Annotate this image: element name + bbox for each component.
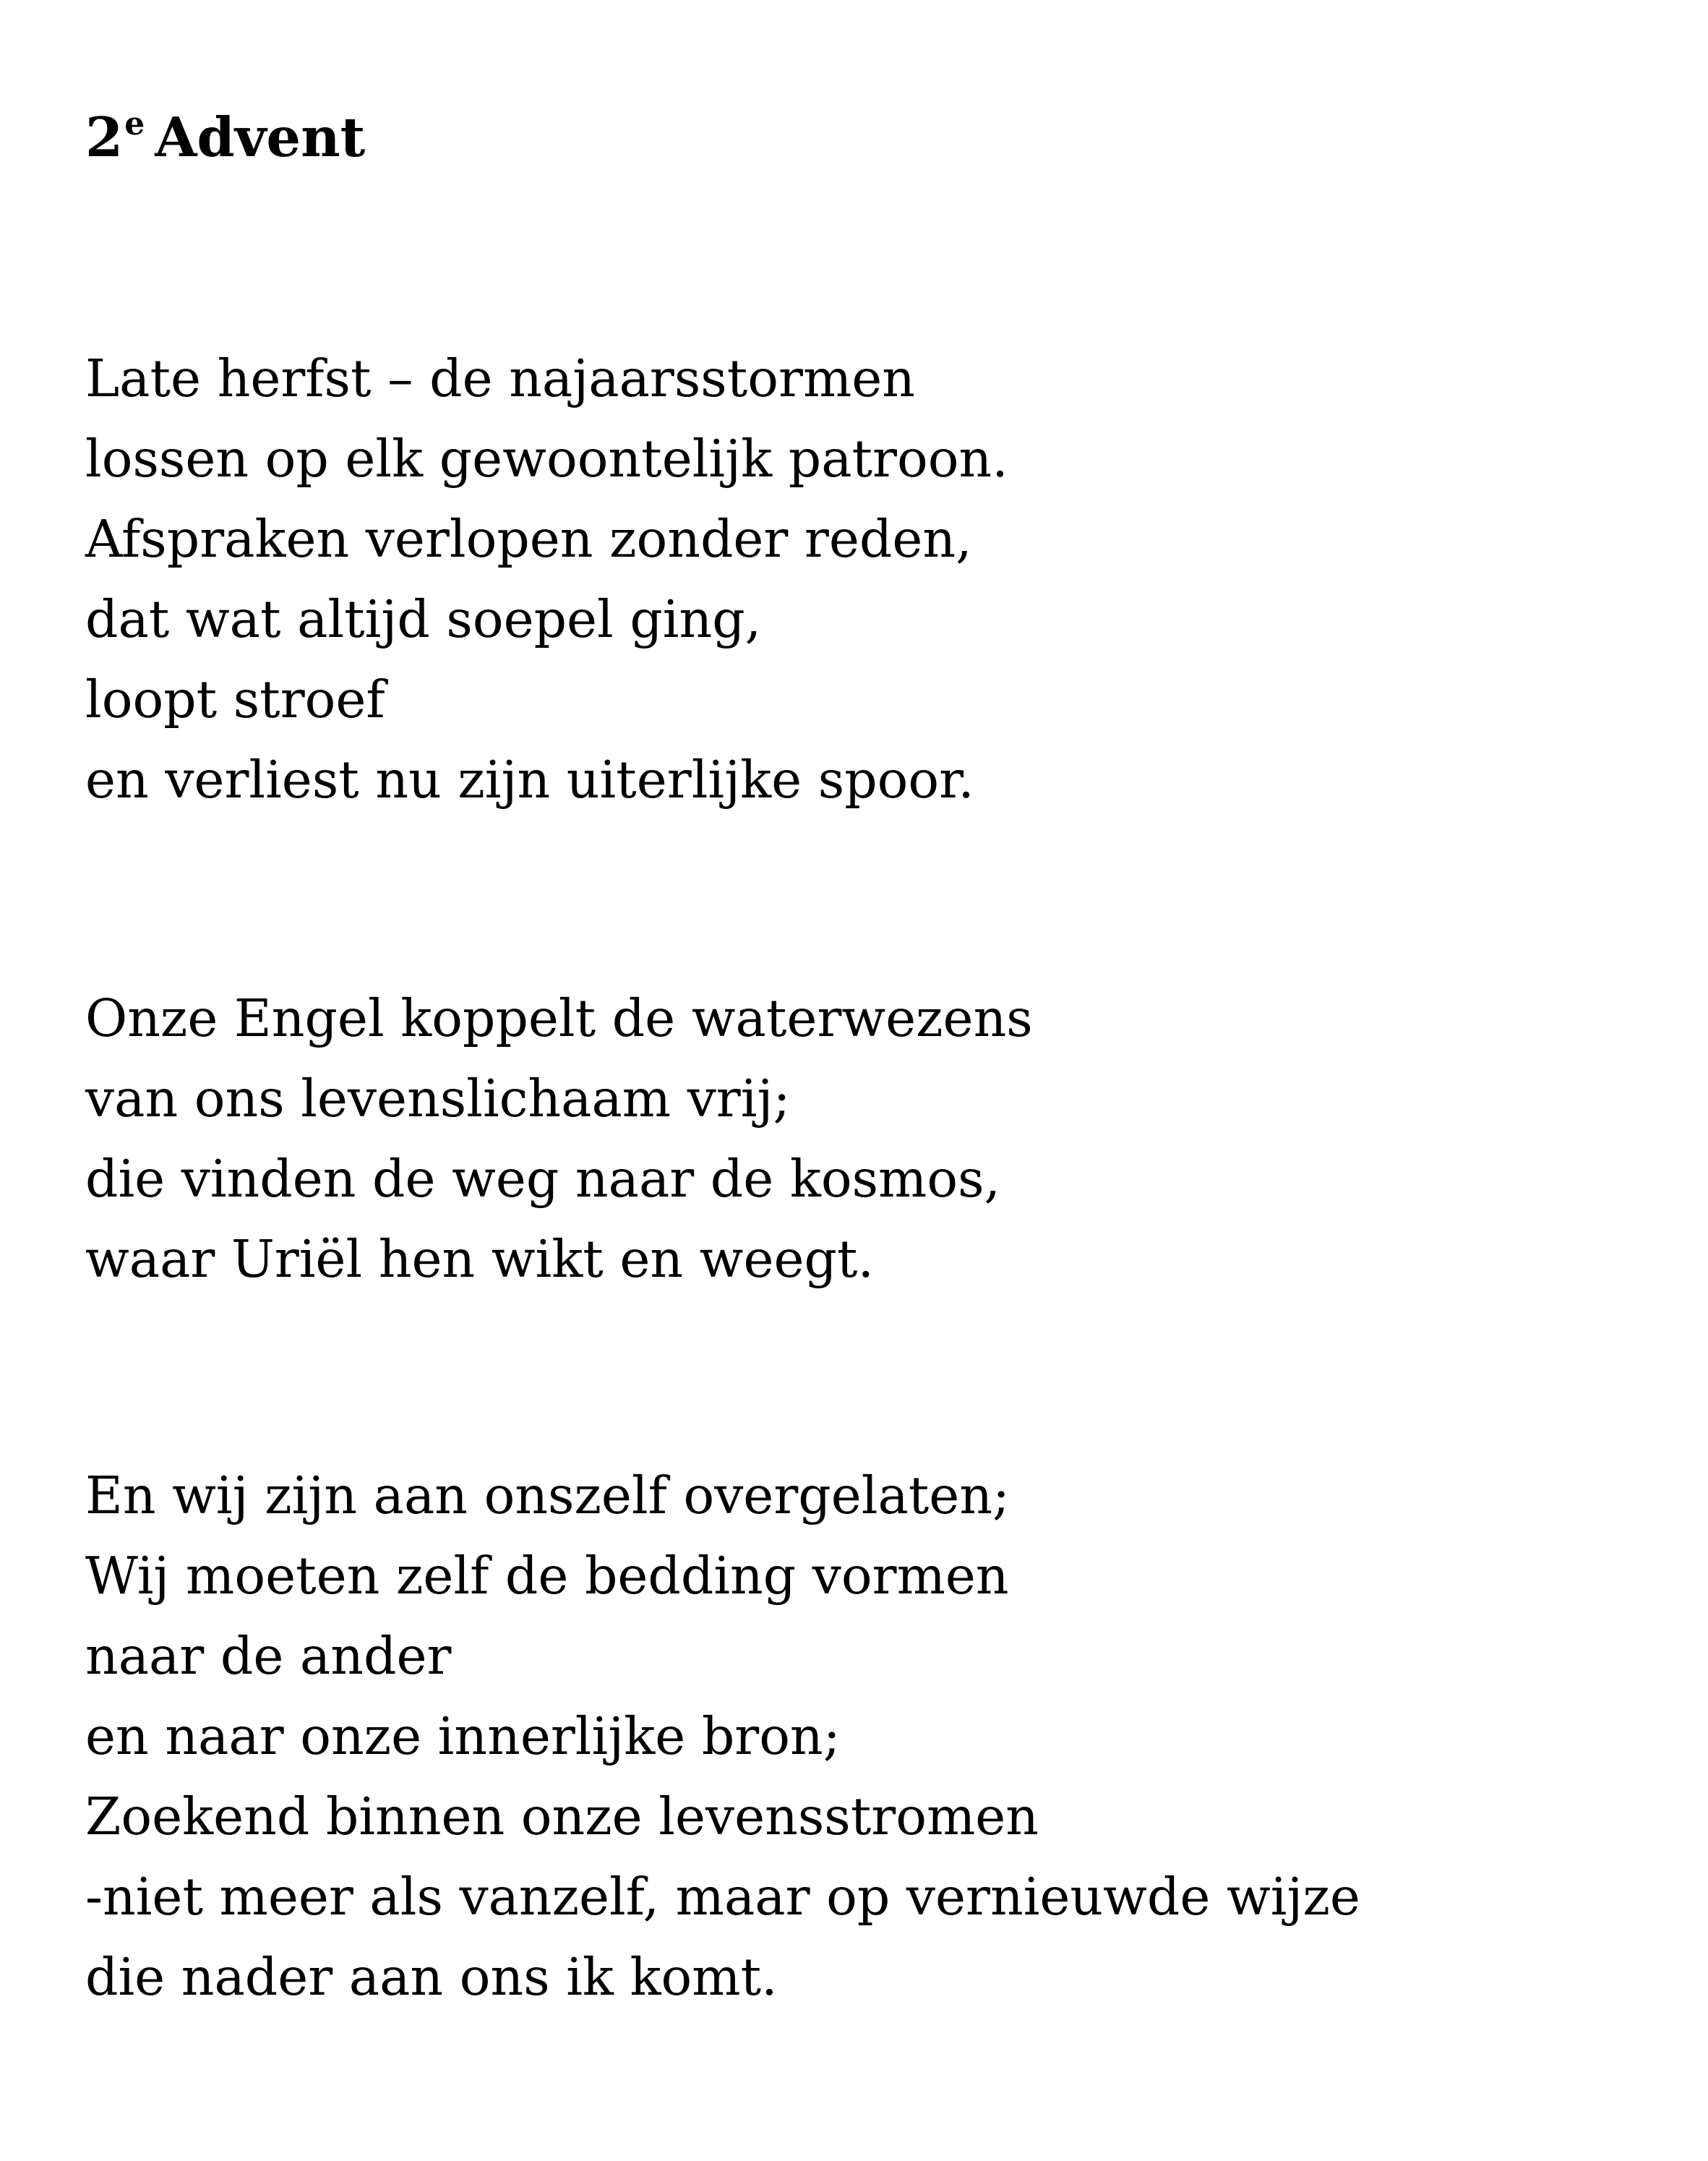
stanza-3 — [85, 1455, 1360, 2017]
poem-line: En wij zijn aan onszelf overgelaten; — [85, 1465, 1010, 1525]
stanza-2 — [85, 978, 1033, 1299]
poem-title — [85, 101, 365, 174]
poem-line: naar de ander — [85, 1626, 452, 1686]
poem-line: lossen op elk gewoontelijk patroon. — [85, 429, 1008, 489]
poem-line: van ons levenslichaam vrij; — [85, 1069, 791, 1129]
stanza-1 — [85, 338, 1008, 820]
poem-line: die vinden de weg naar de kosmos, — [85, 1149, 1001, 1209]
poem-line: Onze Engel koppelt de waterwezens — [85, 988, 1033, 1048]
title-superscript: e — [124, 106, 145, 142]
poem-line: en naar onze innerlijke bron; — [85, 1706, 841, 1766]
poem-line: waar Uriël hen wikt en weegt. — [85, 1229, 875, 1289]
poem-line: loopt stroef — [85, 669, 385, 729]
poem-line: Late herfst – de najaarsstormen — [85, 348, 916, 408]
poem-line: en verliest nu zijn uiterlijke spoor. — [85, 750, 974, 810]
poem-line: Zoekend binnen onze levensstromen — [85, 1786, 1039, 1847]
poem-line: Afspraken verlopen zonder reden, — [85, 509, 972, 569]
poem-line: -niet meer als vanzelf, maar op vernieuwde wijze — [85, 1867, 1360, 1927]
poem-line: Wij moeten zelf de bedding vormen — [85, 1546, 1009, 1606]
title-word: Advent — [155, 106, 366, 169]
poem-line: die nader aan ons ik komt. — [85, 1947, 778, 2007]
title-number: 2 — [85, 106, 124, 169]
poem-line: dat wat altijd soepel ging, — [85, 589, 762, 649]
